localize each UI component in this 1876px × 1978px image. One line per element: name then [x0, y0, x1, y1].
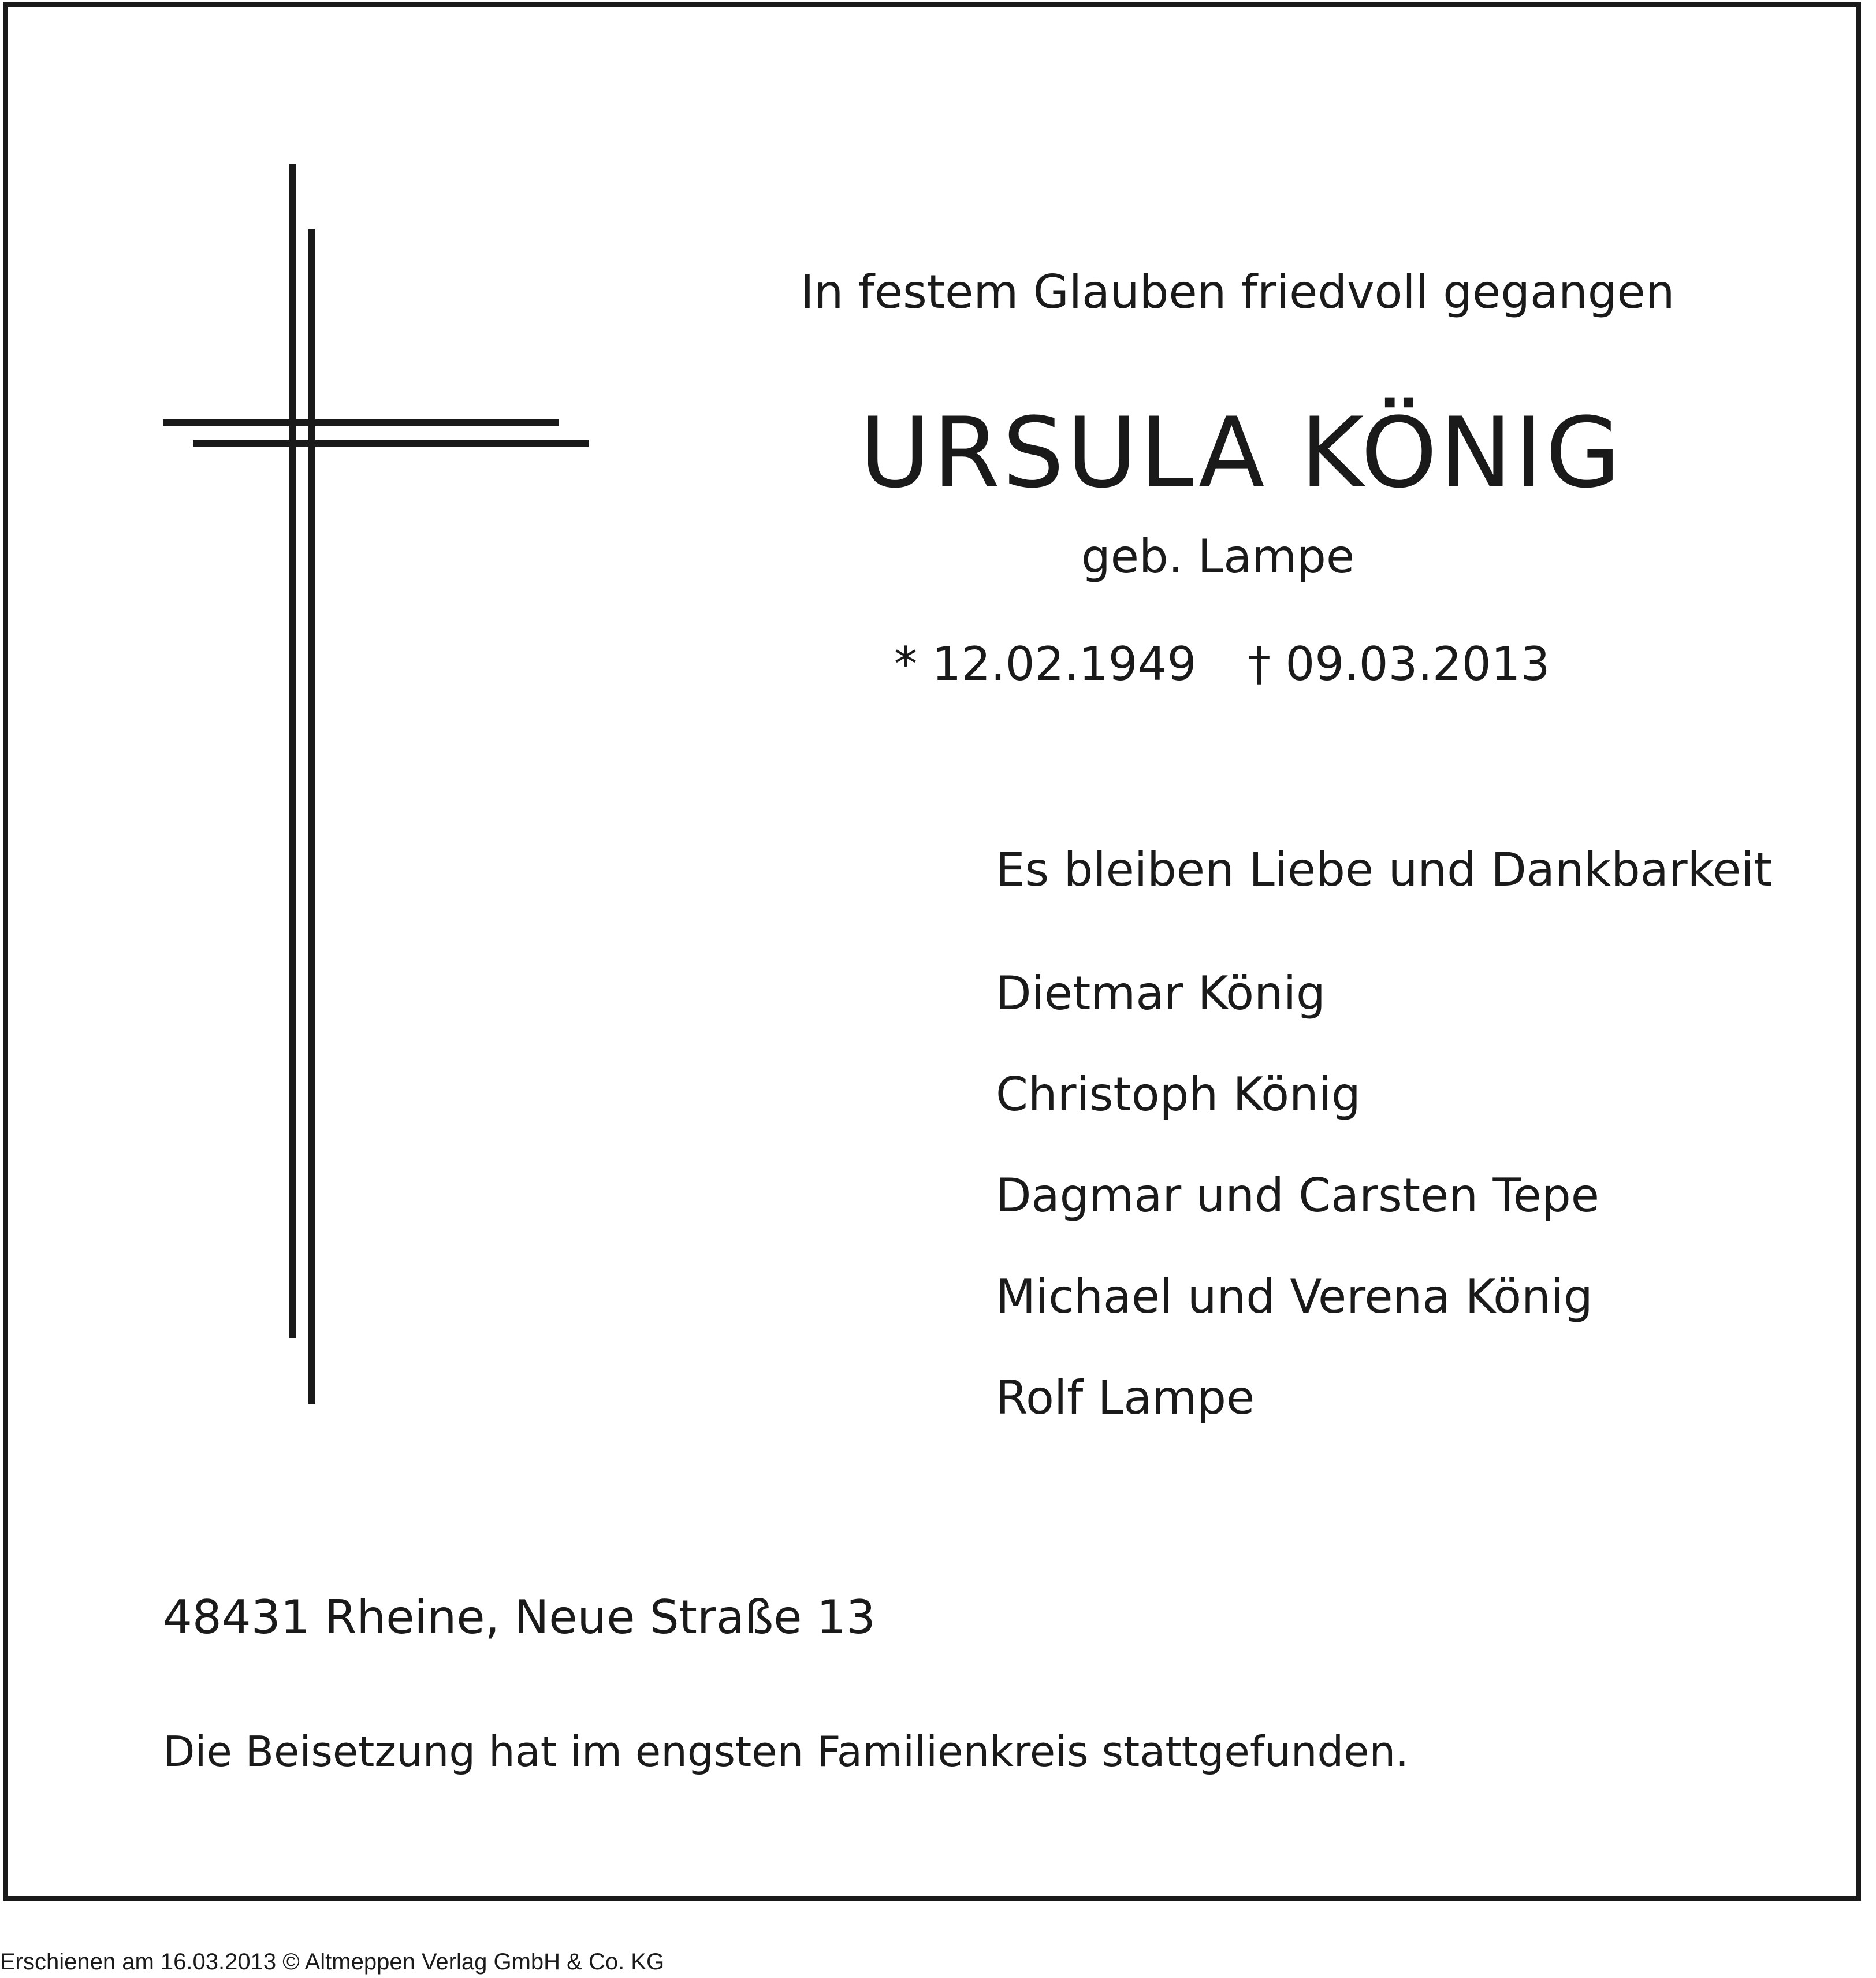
publication-credit: Erschienen am 16.03.2013 © Altmeppen Verlag GmbH & Co. KG [0, 1949, 665, 1975]
mourner-name: Christoph König [996, 1068, 1361, 1121]
birth-date: * 12.02.1949 [894, 637, 1197, 691]
maiden-name: geb. Lampe [1081, 530, 1355, 583]
mourners-list [996, 966, 1599, 1476]
mourner-name: Dietmar König [996, 966, 1326, 1020]
motto: In festem Glauben friedvoll gegangen [801, 265, 1675, 319]
mourner-name: Michael und Verena König [996, 1270, 1593, 1323]
thanks-line: Es bleiben Liebe und Dankbarkeit [996, 843, 1772, 897]
burial-note: Die Beisetzung hat im engsten Familienkreis stattgefunden. [163, 1727, 1409, 1776]
death-date: † 09.03.2013 [1248, 637, 1550, 691]
address: 48431 Rheine, Neue Straße 13 [163, 1590, 876, 1644]
deceased-name: URSULA KÖNIG [859, 396, 1623, 510]
mourner-name: Dagmar und Carsten Tepe [996, 1169, 1599, 1222]
mourner-name: Rolf Lampe [996, 1371, 1255, 1425]
